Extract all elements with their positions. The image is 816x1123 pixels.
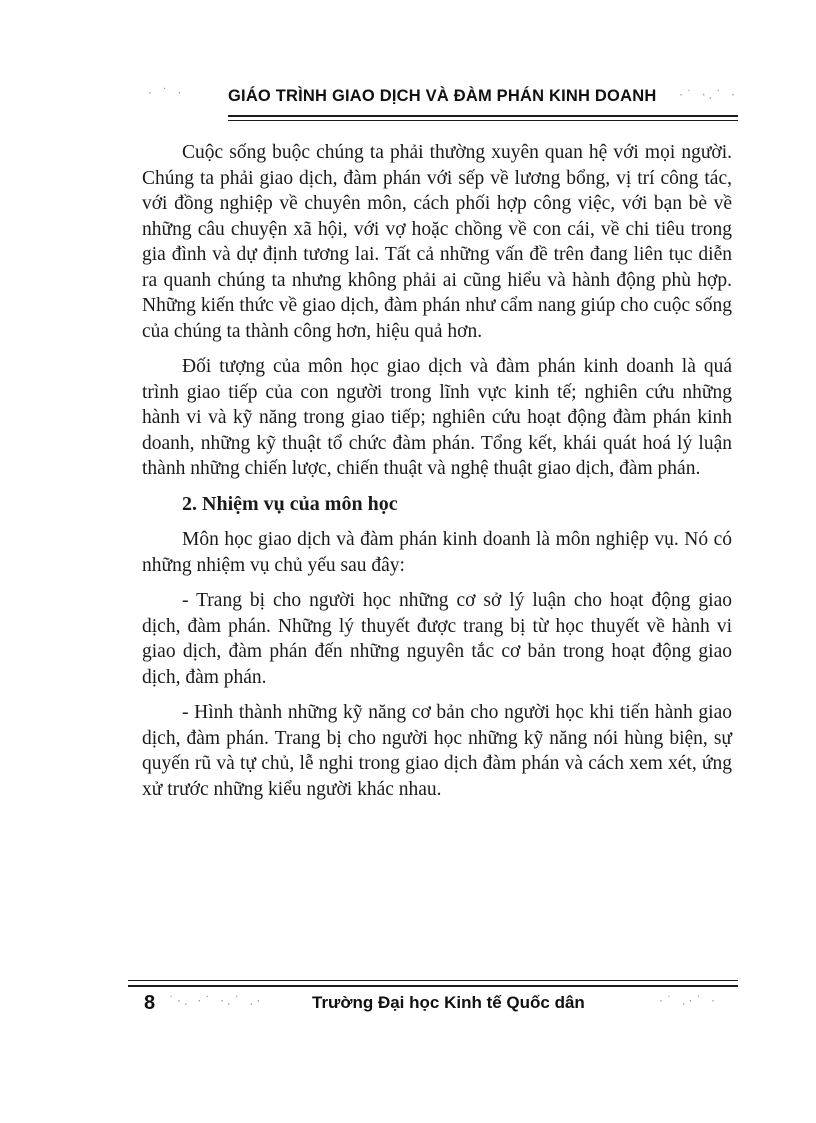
page-body [142,140,732,812]
header-ornament-right: ·˙ ·.˙ · [679,88,738,102]
body-paragraph: - Hình thành những kỹ năng cơ bản cho người học khi tiến hành giao dịch, đàm phán. Trang bị cho người học những kỹ năng nói hùng biện, sự quyến rũ và tự chủ, lễ nghi trong giao dịch đàm phán và cách xem xét, ứng xử trước những kiểu người khác nhau. [142,702,732,800]
footer-rule-thick [128,985,738,987]
body-paragraph: Đối tượng của môn học giao dịch và đàm phán kinh doanh là quá trình giao tiếp của con người trong lĩnh vực kinh tế; nghiên cứu những hành vi và kỹ năng trong giao tiếp; nghiên cứu hoạt động đàm phán kinh doanh, những kỹ thuật tổ chức đàm phán. Tổng kết, khái quát hoá lý luận thành những chiến lược, chiến thuật và nghệ thuật giao dịch, đàm phán. [142,356,732,479]
body-paragraph: Môn học giao dịch và đàm phán kinh doanh là môn nghiệp vụ. Nó có những nhiệm vụ chủ yếu sau đây: [142,529,732,576]
footer-ornament-right: ·˙ .·˙ · [659,994,718,1008]
header-title: GIÁO TRÌNH GIAO DỊCH VÀ ĐÀM PHÁN KINH DOANH [228,87,657,105]
page-footer [128,970,738,1030]
header-rule-thick [228,115,738,117]
header-rule-thin [228,120,738,121]
body-paragraph: - Trang bị cho người học những cơ sở lý luận cho hoạt động giao dịch, đàm phán. Những lý thuyết được trang bị từ học thuyết về hành vi giao dịch, đàm phán đến những nguyên tắc cơ bản trong hoạt động giao dịch, đàm phán. [142,590,732,688]
header-ornament-left: · ˙ · [148,86,185,100]
page-header [128,82,738,128]
footer-school-name: Trường Đại học Kinh tế Quốc dân [312,993,585,1012]
body-paragraph: Cuộc sống buộc chúng ta phải thường xuyên quan hệ với mọi người. Chúng ta phải giao dịch, đàm phán với sếp về lương bổng, vị trí công tác, với đồng nghiệp về chuyên môn, cách phối hợp công việc, với bạn bè về những câu chuyện xã hội, với vợ hoặc chồng về con cái, về chi tiêu trong gia đình và dự định tương lai. Tất cả những vấn đề trên đang liên tục diễn ra quanh chúng ta nhưng không phải ai cũng hiểu và hành động phù hợp. Những kiến thức về giao dịch, đàm phán như cẩm nang giúp cho cuộc sống của chúng ta thành công hơn, hiệu quả hơn. [142,142,732,342]
footer-rule-thin [128,980,738,981]
page-number: 8 [144,992,156,1014]
section-heading: 2. Nhiệm vụ của môn học [182,492,398,515]
footer-ornament-left: ˙·. ·˙ ·.˙ .· [168,994,264,1008]
